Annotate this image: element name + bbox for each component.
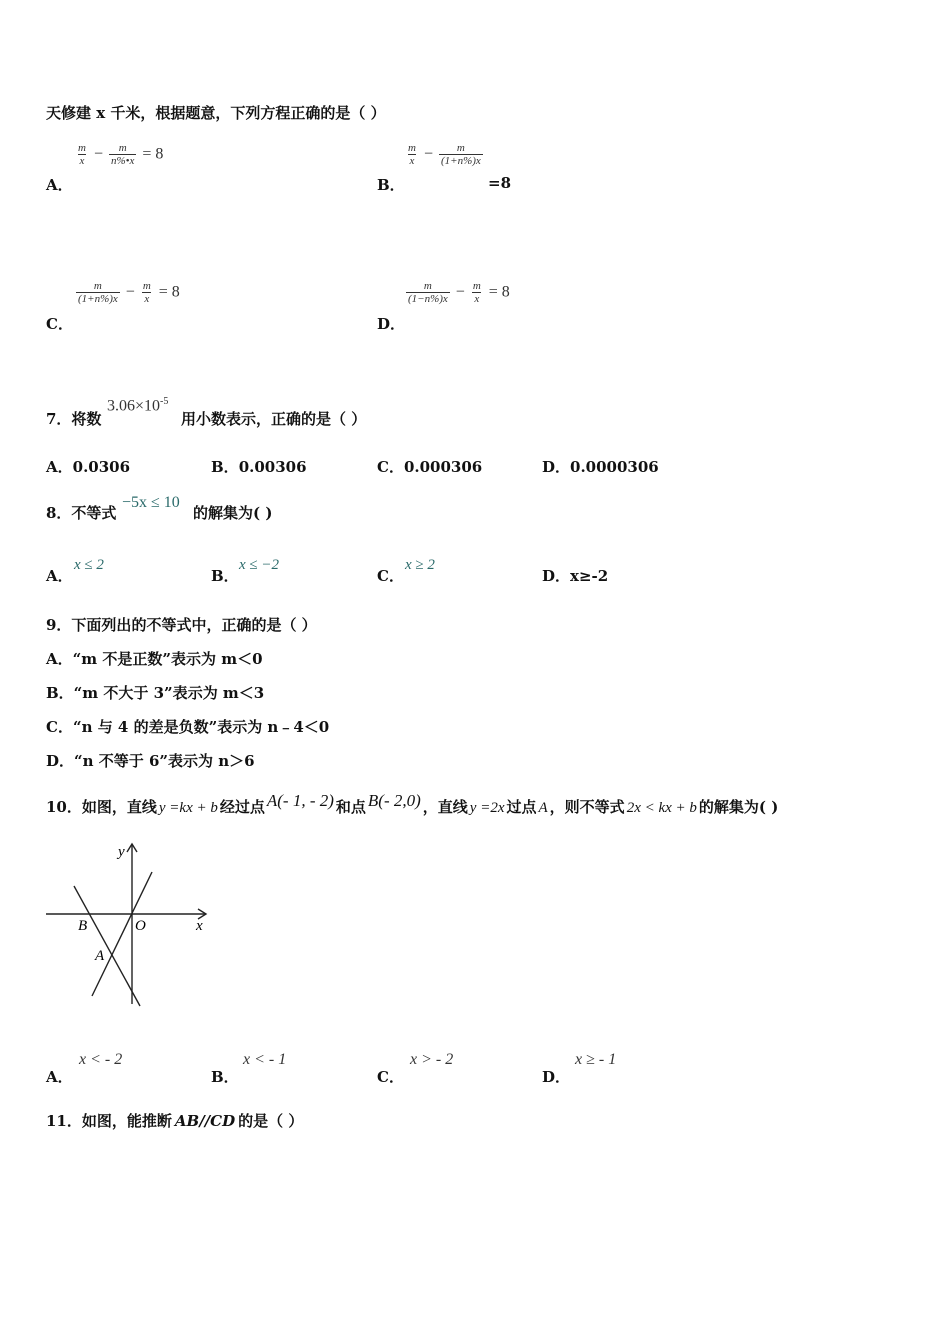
q6-stem: 天修建 x 千米，根据题意，下列方程正确的是（ ） bbox=[46, 104, 386, 122]
q6-option-b-label: B． bbox=[377, 176, 405, 194]
q10-option-d-expr: x ≥ - 1 bbox=[575, 1051, 617, 1068]
graph-x-label: x bbox=[196, 918, 203, 934]
q8-option-a-expr: x ≤ 2 bbox=[74, 557, 104, 573]
q10-option-b-expr: x < - 1 bbox=[243, 1051, 287, 1068]
q7-option-d: D．0.0000306 bbox=[542, 458, 659, 476]
q8-option-c-expr: x ≥ 2 bbox=[405, 557, 435, 573]
q6-option-a-label: A． bbox=[46, 176, 73, 194]
graph-origin-label: O bbox=[135, 918, 146, 934]
q8-option-a-label: A． bbox=[46, 567, 73, 585]
q7-option-a: A．0.0306 bbox=[46, 458, 131, 476]
q8-suffix: 的解集为( ) bbox=[193, 504, 273, 522]
q8-expression: −5x ≤ 10 bbox=[122, 494, 180, 511]
q10-graph bbox=[44, 838, 214, 1008]
q6-option-c-equation: $\frac{m}{(1+n\%)x}$ − $\frac{m}{x}$ = 8 bbox=[78, 280, 180, 305]
q8-option-d: D．x≥-2 bbox=[542, 567, 609, 585]
q8-prefix: 8．不等式 bbox=[46, 504, 117, 522]
q10-option-d-label: D． bbox=[542, 1068, 571, 1086]
q9-option-c: C．“n 与 4 的差是负数”表示为 n﹣4＜0 bbox=[46, 718, 330, 736]
q9-option-b: B．“m 不大于 3”表示为 m＜3 bbox=[46, 684, 265, 702]
q10-option-c-expr: x > - 2 bbox=[410, 1051, 454, 1068]
graph-y-label: y bbox=[118, 844, 125, 860]
q6-option-d-equation: $\frac{m}{(1-n\%)x}$ − $\frac{m}{x}$ = 8 bbox=[408, 280, 510, 305]
q10-option-b-label: B． bbox=[211, 1068, 239, 1086]
q7-suffix: 用小数表示，正确的是（ ） bbox=[181, 410, 367, 428]
q8-option-c-label: C． bbox=[377, 567, 404, 585]
line-kx-plus-b bbox=[74, 886, 140, 1006]
graph-point-a-label: A bbox=[95, 948, 105, 964]
q7-option-b: B．0.00306 bbox=[211, 458, 307, 476]
q8-option-b-expr: x ≤ −2 bbox=[239, 557, 280, 573]
q10-option-c-label: C． bbox=[377, 1068, 404, 1086]
q9-stem: 9．下面列出的不等式中，正确的是（ ） bbox=[46, 616, 317, 634]
q11-stem: 11．如图，能推断 AB//CD 的是（ ） bbox=[46, 1112, 304, 1130]
q9-option-d: D．“n 不等于 6”表示为 n＞6 bbox=[46, 752, 255, 770]
q7-option-c: C．0.000306 bbox=[377, 458, 483, 476]
q7-prefix: 7．将数 bbox=[46, 410, 102, 428]
q8-option-b-label: B． bbox=[211, 567, 239, 585]
q6-option-a-equation: $\frac{m}{x}$ − $\frac{m}{n\%•x}$ = 8 bbox=[78, 142, 164, 167]
q6-option-d-label: D． bbox=[377, 315, 406, 333]
q6-option-b-rhs: =8 bbox=[488, 174, 512, 192]
q10-option-a-expr: x < - 2 bbox=[79, 1051, 123, 1068]
q6-option-b-equation: $\frac{m}{x}$ − $\frac{m}{(1+n\%)x}$ bbox=[408, 142, 481, 167]
q10-option-a-label: A． bbox=[46, 1068, 73, 1086]
q9-option-a: A．“m 不是正数”表示为 m＜0 bbox=[46, 650, 263, 668]
q6-option-c-label: C． bbox=[46, 315, 73, 333]
q10-stem: 10．如图，直线 y =kx + b 经过点 A(- 1, - 2) 和点 B(- 2,0) ，直线 y =2x 过点 A ，则不等式 2x < kx + b 的解集为( ) bbox=[46, 791, 779, 816]
graph-point-b-label: B bbox=[78, 918, 88, 934]
q7-expression: $3.06\times 10^{-5}$ bbox=[107, 396, 169, 415]
